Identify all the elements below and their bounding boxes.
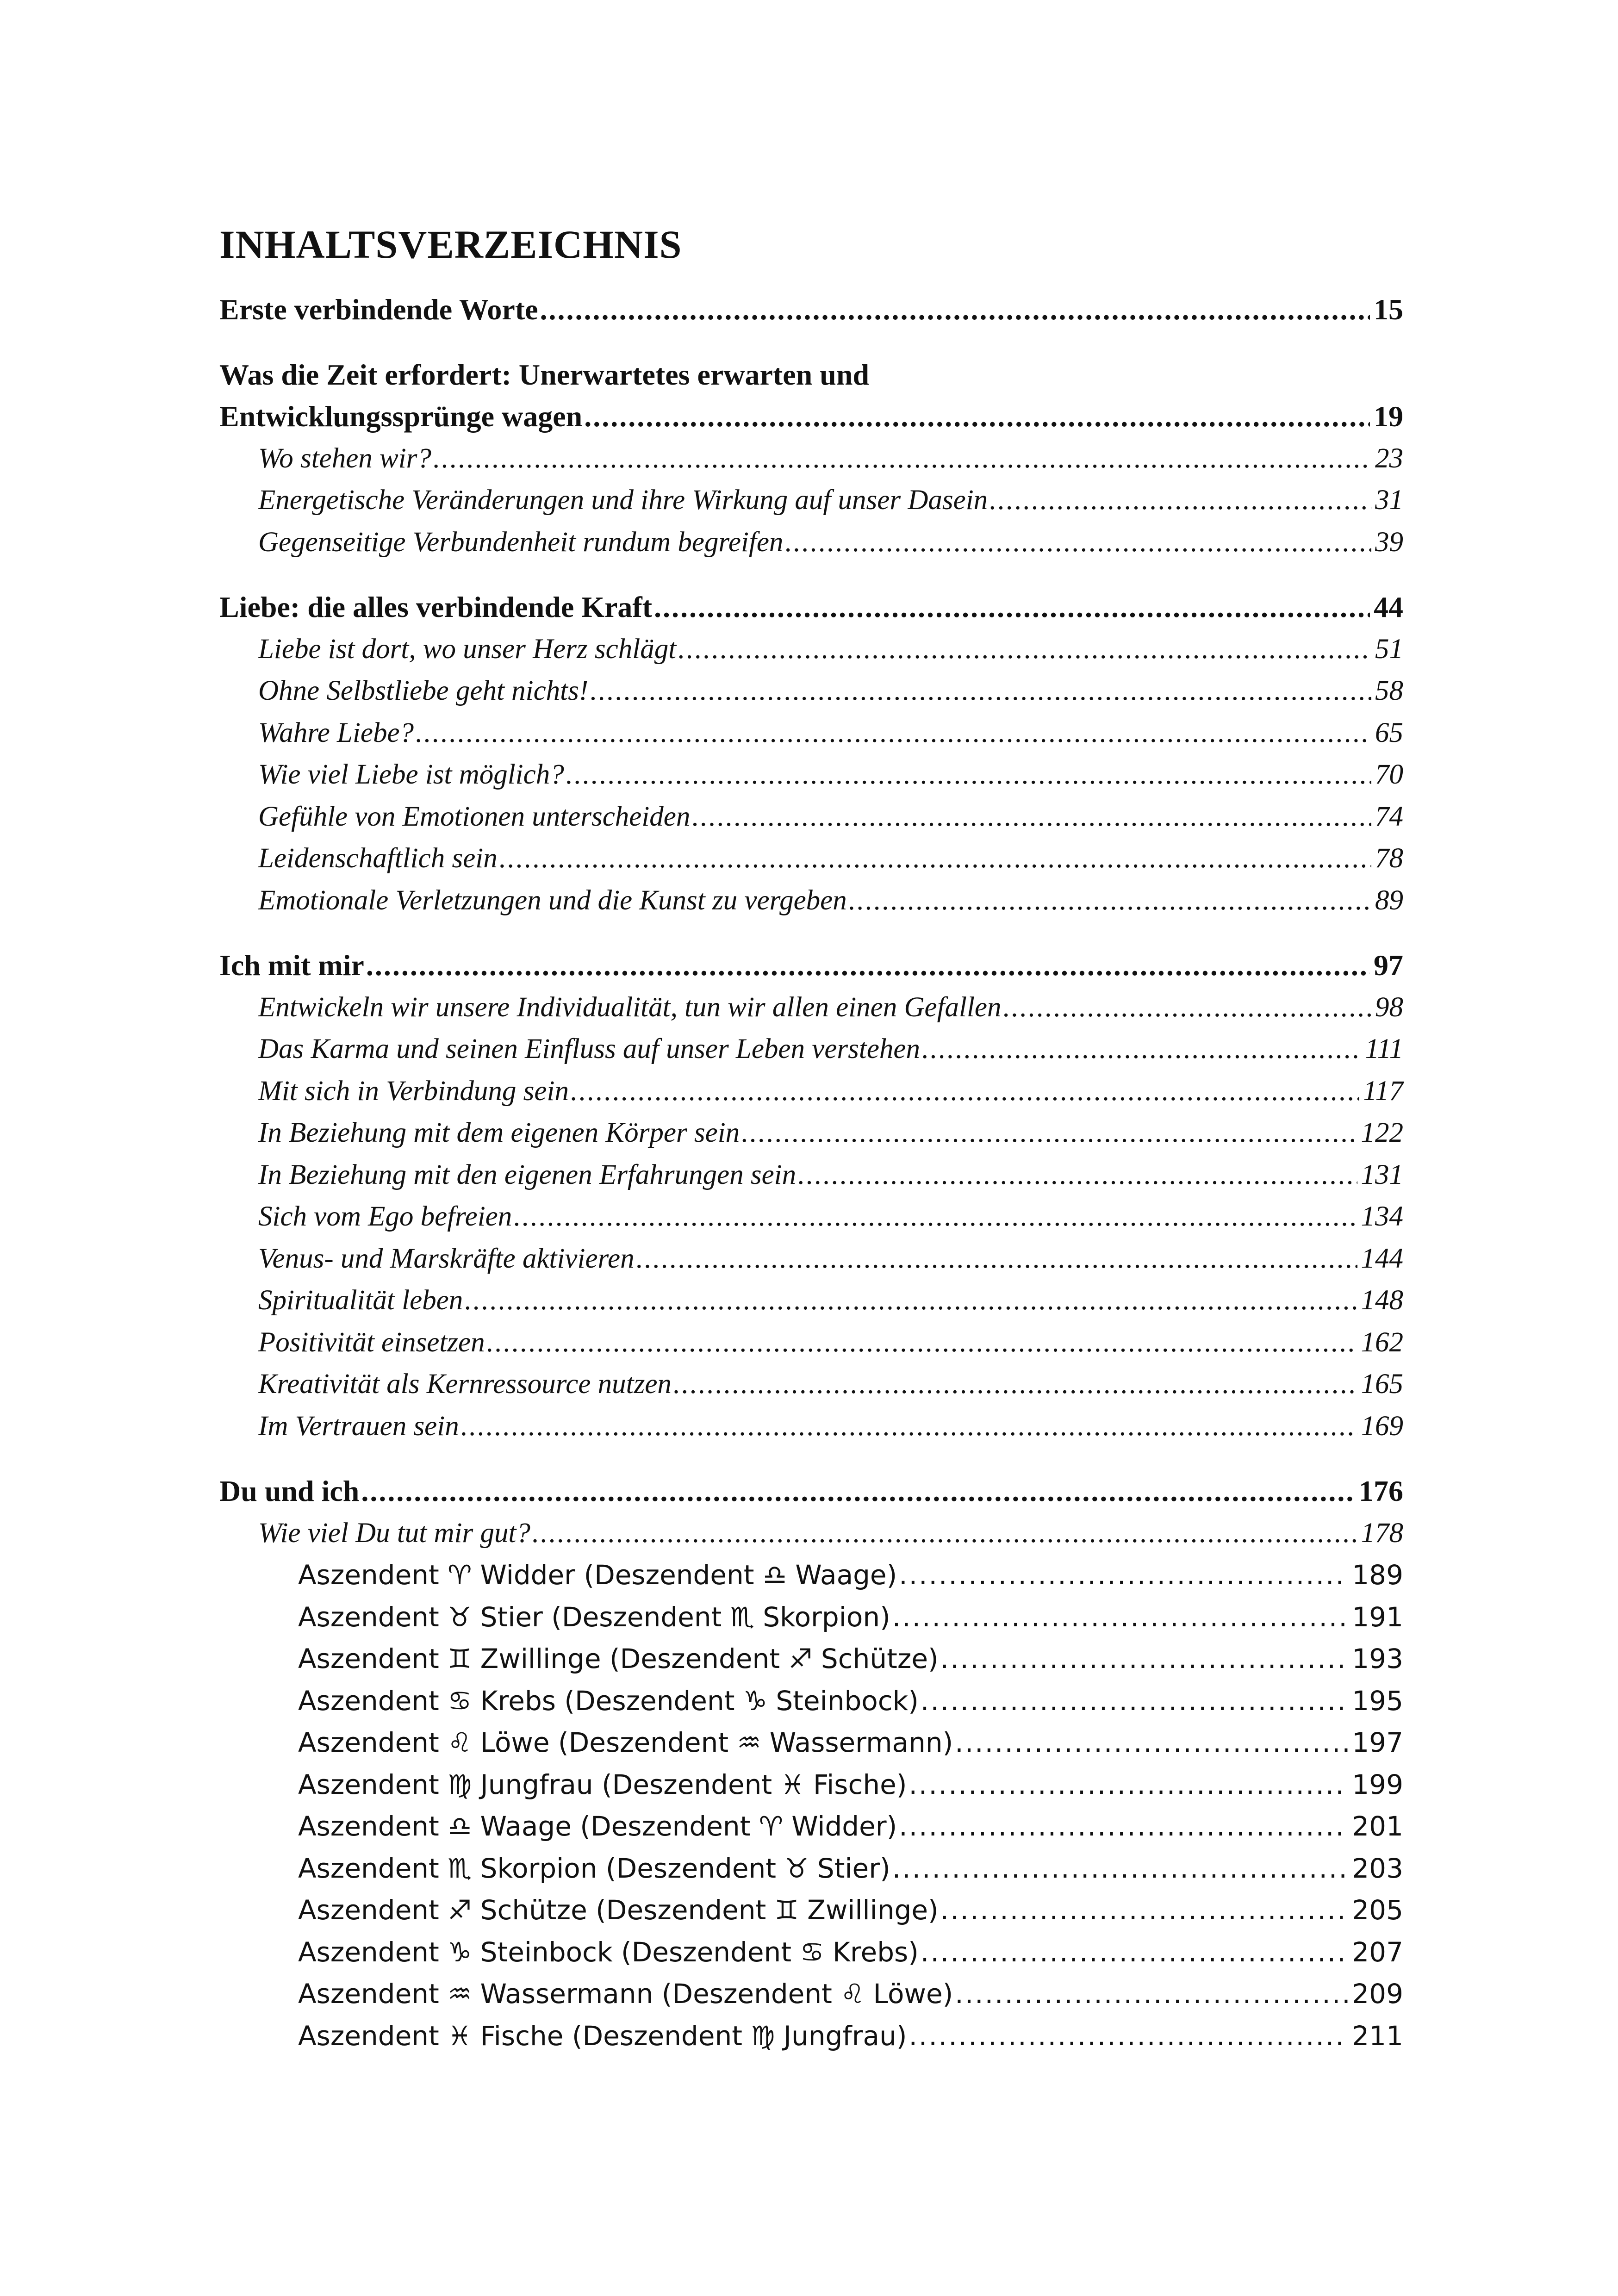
toc-section[interactable] [258,754,1403,796]
dot-leader [909,2015,1348,2057]
dot-leader [461,1406,1357,1447]
page-number: 191 [1352,1601,1403,1633]
page-number: 189 [1352,1559,1403,1591]
toc-section-label: Entwickeln wir unsere Individualität, tun wir allen einen Gefallen [258,991,1002,1023]
page-number: 134 [1361,1201,1403,1232]
toc-subsection-label: Aszendent ♉ Stier (Deszendent ♏ Skorpion) [298,1601,890,1633]
toc-subsection[interactable] [298,1848,1403,1889]
dot-leader [366,945,1370,986]
toc-subsection-label: Aszendent ♌ Löwe (Deszendent ♒ Wassermann) [298,1727,953,1758]
page-number: 51 [1375,633,1403,665]
toc-subsection-label: Aszendent ♍ Jungfrau (Deszendent ♓ Fische) [298,1768,907,1800]
dot-leader [785,522,1371,563]
toc-section-label: Ohne Selbstliebe geht nichts! [258,675,589,706]
dot-leader [921,1931,1348,1973]
page-number: 201 [1352,1811,1403,1842]
toc-section[interactable] [258,1070,1403,1112]
dot-leader [590,670,1371,712]
page-number: 31 [1375,485,1403,516]
page-number: 15 [1374,293,1403,326]
toc-section[interactable] [258,1238,1403,1280]
dot-leader [571,1070,1359,1112]
page-number: 148 [1361,1285,1403,1316]
toc-section[interactable] [258,796,1403,838]
page-number: 98 [1375,991,1403,1023]
toc-section-label: Im Vertrauen sein [258,1410,459,1442]
toc-section[interactable] [258,628,1403,670]
dot-leader [673,1363,1357,1405]
toc-section-label: Mit sich in Verbindung sein [258,1075,569,1107]
toc-section-label: Wahre Liebe? [258,717,414,748]
page-number: 117 [1363,1075,1403,1107]
page-number: 74 [1375,801,1403,832]
toc-section-label: Liebe ist dort, wo unser Herz schlägt [258,633,677,665]
page-number: 131 [1361,1159,1403,1190]
toc-section[interactable] [258,712,1403,754]
page-number: 122 [1361,1117,1403,1148]
dot-leader [940,1638,1349,1680]
page-number: 144 [1361,1243,1403,1274]
toc-subsection-label: Aszendent ♏ Skorpion (Deszendent ♉ Stier) [298,1852,890,1884]
toc-section-label: Sich vom Ego befreien [258,1201,512,1232]
dot-leader [940,1889,1349,1931]
toc-section-label: Venus- und Marskräfte aktivieren [258,1243,635,1274]
dot-leader [416,712,1371,754]
dot-leader [540,289,1370,330]
page-number: 39 [1375,526,1403,558]
dot-leader [741,1112,1357,1154]
toc-section[interactable] [258,479,1403,521]
dot-leader [514,1196,1357,1238]
dot-leader [636,1238,1357,1280]
toc-section[interactable] [258,670,1403,712]
dot-leader [798,1154,1357,1196]
dot-leader [849,880,1371,921]
toc-section[interactable] [258,1154,1403,1196]
page-number: 209 [1352,1978,1403,2010]
page-number: 176 [1359,1475,1403,1507]
toc-section[interactable] [258,1280,1403,1321]
page-number: 78 [1375,843,1403,874]
page-number: 199 [1352,1768,1403,1800]
toc-chapter-label: Liebe: die alles verbindende Kraft [219,591,653,623]
dot-leader [955,1722,1348,1763]
toc-section[interactable] [258,1406,1403,1447]
page-number: 97 [1374,949,1403,982]
toc-section-label: Positivität einsetzen [258,1326,485,1358]
toc-chapter[interactable] [219,1470,1403,1512]
toc-subsection[interactable] [298,1596,1403,1638]
toc-subsection[interactable] [298,1931,1403,1973]
toc-subsection[interactable] [298,1764,1403,1805]
dot-leader [899,1554,1348,1596]
dot-leader [899,1805,1348,1847]
dot-leader [921,1680,1348,1722]
toc-chapter-label: Ich mit mir [219,949,364,982]
toc-section[interactable] [258,438,1403,479]
page-number: 162 [1361,1326,1403,1358]
toc-section[interactable] [258,880,1403,921]
toc-section[interactable] [258,522,1403,563]
dot-leader [1003,987,1371,1028]
toc-section-label: Wo stehen wir? [258,442,431,474]
toc-subsection[interactable] [298,1973,1403,2015]
dot-leader [892,1848,1349,1889]
toc-section-label: Wie viel Liebe ist möglich? [258,759,564,790]
toc-section-label: Energetische Veränderungen und ihre Wirkung auf unser Dasein [258,485,988,516]
toc-subsection[interactable] [298,1805,1403,1847]
page-number: 169 [1361,1410,1403,1442]
dot-leader [955,1973,1348,2015]
page-number: 165 [1361,1369,1403,1400]
toc-subsection-label: Aszendent ♒ Wassermann (Deszendent ♌ Löwe) [298,1978,953,2010]
toc-section-label: In Beziehung mit dem eigenen Körper sein [258,1117,740,1148]
toc-subsection[interactable] [298,1638,1403,1680]
toc-subsection[interactable] [298,1889,1403,1931]
toc-chapter[interactable] [219,396,1403,437]
page-number: 19 [1374,400,1403,433]
page-number: 195 [1352,1685,1403,1717]
toc-subsection[interactable] [298,1554,1403,1596]
toc-section-label: Spiritualität leben [258,1285,463,1316]
toc-subsection-label: Aszendent ♓ Fische (Deszendent ♍ Jungfrau) [298,2020,907,2052]
toc-section-label: Gefühle von Emotionen unterscheiden [258,801,691,832]
dot-leader [678,628,1371,670]
toc-subsection-label: Aszendent ♋ Krebs (Deszendent ♑ Steinbock) [298,1685,919,1717]
dot-leader [584,396,1370,437]
toc-subsection-label: Aszendent ♎ Waage (Deszendent ♈ Widder) [298,1811,897,1842]
toc-section-label: Kreativität als Kernressource nutzen [258,1369,672,1400]
toc-section-label: Wie viel Du tut mir gut? [258,1517,530,1549]
dot-leader [654,586,1370,628]
toc-section[interactable] [258,838,1403,879]
dot-leader [433,438,1371,479]
toc-subsection-label: Aszendent ♊ Zwillinge (Deszendent ♐ Schütze) [298,1643,939,1674]
page-number: 205 [1352,1894,1403,1926]
toc-subsection[interactable] [298,2015,1403,2057]
dot-leader [499,838,1371,879]
page-number: 211 [1352,2020,1403,2052]
toc-chapter[interactable] [219,945,1403,986]
dot-leader [361,1470,1355,1512]
dot-leader [922,1028,1362,1070]
toc-title: INHALTSVERZEICHNIS [219,222,682,267]
toc-chapter-label: Erste verbindende Worte [219,293,538,326]
toc-section-label: Leidenschaftlich sein [258,843,498,874]
toc-subsection-label: Aszendent ♐ Schütze (Deszendent ♊ Zwillinge) [298,1894,939,1926]
page-number: 70 [1375,759,1403,790]
page-number: 65 [1375,717,1403,748]
page-number: 193 [1352,1643,1403,1674]
toc-section-label: Das Karma und seinen Einfluss auf unser Leben verstehen [258,1033,920,1064]
toc-section[interactable] [258,1028,1403,1070]
toc-chapter[interactable] [219,289,1403,330]
page-number: 89 [1375,884,1403,916]
page-number: 178 [1361,1517,1403,1549]
toc-subsection-label: Aszendent ♑ Steinbock (Deszendent ♋ Krebs) [298,1936,919,1968]
page-number: 44 [1374,591,1403,623]
dot-leader [465,1280,1357,1321]
page-number: 111 [1365,1033,1403,1064]
dot-leader [487,1322,1357,1363]
toc-section[interactable] [258,1512,1403,1554]
toc-section[interactable] [258,1196,1403,1238]
dot-leader [909,1764,1348,1805]
toc-section[interactable] [258,1363,1403,1405]
page-number: 203 [1352,1852,1403,1884]
page-number: 197 [1352,1727,1403,1758]
dot-leader [892,1596,1349,1638]
toc-subsection[interactable] [298,1680,1403,1722]
page-number: 23 [1375,442,1403,474]
dot-leader [692,796,1371,838]
toc-section[interactable] [258,987,1403,1028]
toc-chapter-label: Entwicklungssprünge wagen [219,400,583,433]
toc-section-label: In Beziehung mit den eigenen Erfahrungen sein [258,1159,797,1190]
page-number: 58 [1375,675,1403,706]
toc-section[interactable] [258,1322,1403,1363]
toc-subsection[interactable] [298,1722,1403,1763]
toc-chapter-title-line: Was die Zeit erfordert: Unerwartetes erwarten und [219,358,870,391]
toc-section-label: Gegenseitige Verbundenheit rundum begreifen [258,526,784,558]
dot-leader [566,754,1371,796]
toc-chapter-label: Du und ich [219,1475,360,1507]
page-number: 207 [1352,1936,1403,1968]
toc-chapter[interactable] [219,586,1403,628]
dot-leader [989,479,1371,521]
dot-leader [532,1512,1357,1554]
toc-section-label: Emotionale Verletzungen und die Kunst zu vergeben [258,884,847,916]
toc-section[interactable] [258,1112,1403,1154]
toc-subsection-label: Aszendent ♈ Widder (Deszendent ♎ Waage) [298,1559,897,1591]
